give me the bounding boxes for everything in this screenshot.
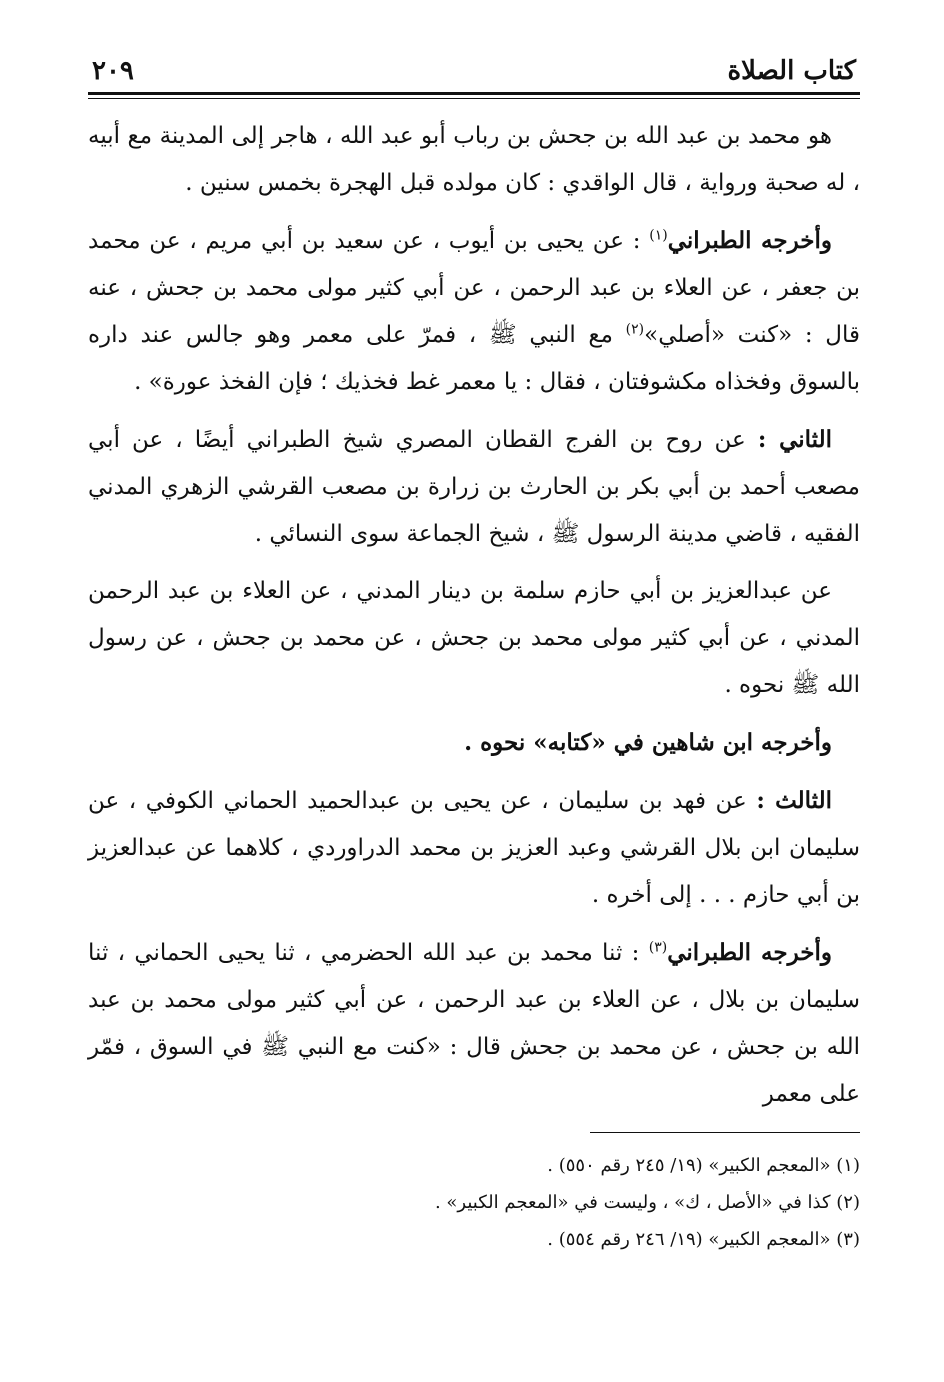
- footnote-3: (٣) «المعجم الكبير» (١٩/ ٢٤٦ رقم ٥٥٤) .: [547, 1229, 860, 1250]
- page-number: ٢٠٩: [92, 56, 134, 86]
- page-header: [88, 40, 860, 92]
- book-page: [88, 40, 860, 1360]
- paragraph-6-text: عن فهد بن سليمان ، عن يحيى بن عبدالحميد الحماني الكوفي ، عن سليمان ابن بلال القرشي وعبد العزيز بن محمد الدراوردي ، كلاهما عن عبدالعزيز بن أبي حازم . . . إلى أخره .: [88, 788, 860, 908]
- footnote-2: (٢) كذا في «الأصل ، ك» ، وليست في «المعجم الكبير» .: [434, 1192, 860, 1213]
- paragraph-3: [88, 416, 860, 558]
- footnote-ref-3: (٣): [648, 939, 668, 956]
- paragraph-1: [88, 113, 860, 207]
- paragraph-5: [88, 719, 860, 767]
- paragraph-4-text: عن عبدالعزيز بن أبي حازم سلمة بن دينار المدني ، عن العلاء بن عبد الرحمن المدني ، عن أبي كثير مولى محمد بن جحش ، عن محمد بن جحش ، عن رسول الله ﷺ نحوه .: [88, 578, 860, 698]
- paragraph-7-lead: وأخرجه الطبراني: [667, 939, 832, 966]
- footnote-ref-1: (١): [649, 227, 668, 244]
- paragraph-3-text: عن روح بن الفرج القطان المصري شيخ الطبراني أيضًا ، عن أبي مصعب أحمد بن أبي بكر بن الحارث بن زرارة بن مصعب القرشي الزهري المدني الفقيه ، قاضي مدينة الرسول ﷺ ، شيخ الجماعة سوى النسائي .: [88, 427, 860, 547]
- paragraph-6-lead: الثالث :: [756, 787, 833, 814]
- header-rule: [88, 92, 860, 99]
- footnote-1: (١) «المعجم الكبير» (١٩/ ٢٤٥ رقم ٥٥٠) .: [547, 1155, 860, 1176]
- footnote-rule: [590, 1132, 860, 1133]
- footnotes: [88, 1147, 860, 1258]
- paragraph-2-lead: وأخرجه الطبراني: [667, 227, 833, 254]
- paragraph-5-text: وأخرجه ابن شاهين في «كتابه» نحوه .: [464, 729, 832, 756]
- paragraph-2-text-b: مع النبي ﷺ ، فمرّ على معمر وهو جالس عند داره بالسوق وفخذاه مكشوفتان ، فقال : يا معمر غط فخذيك ؛ فإن الفخذ عورة» .: [88, 322, 860, 395]
- page-body: [88, 113, 860, 1118]
- paragraph-6: [88, 777, 860, 919]
- paragraph-2-text-a: : عن يحيى بن أيوب ، عن سعيد بن أبي مريم ، عن محمد بن جعفر ، عن العلاء بن عبد الرحمن ، عن أبي كثير مولى محمد بن جحش ، عنه قال : «كنت «أصلي»: [88, 228, 861, 348]
- book-title: كتاب الصلاة: [727, 56, 856, 86]
- paragraph-7: [88, 929, 860, 1118]
- paragraph-4: [88, 568, 860, 709]
- paragraph-2: [88, 217, 860, 406]
- paragraph-3-lead: الثاني :: [757, 426, 832, 453]
- paragraph-1-text: هو محمد بن عبد الله بن جحش بن رباب أبو عبد الله ، هاجر إلى المدينة مع أبيه ، له صحبة ورواية ، قال الواقدي : كان مولده قبل الهجرة بخمس سنين .: [88, 123, 860, 196]
- footnote-ref-2: (٢): [625, 321, 645, 338]
- paragraph-7-text: : ثنا محمد بن عبد الله الحضرمي ، ثنا يحيى الحماني ، ثنا سليمان بن بلال ، عن العلاء بن عبد الرحمن ، عن أبي كثير مولى محمد بن عبد الله بن جحش ، عن محمد بن جحش قال : «كنت مع النبي ﷺ في السوق ، فمّر على معمر: [88, 940, 860, 1107]
